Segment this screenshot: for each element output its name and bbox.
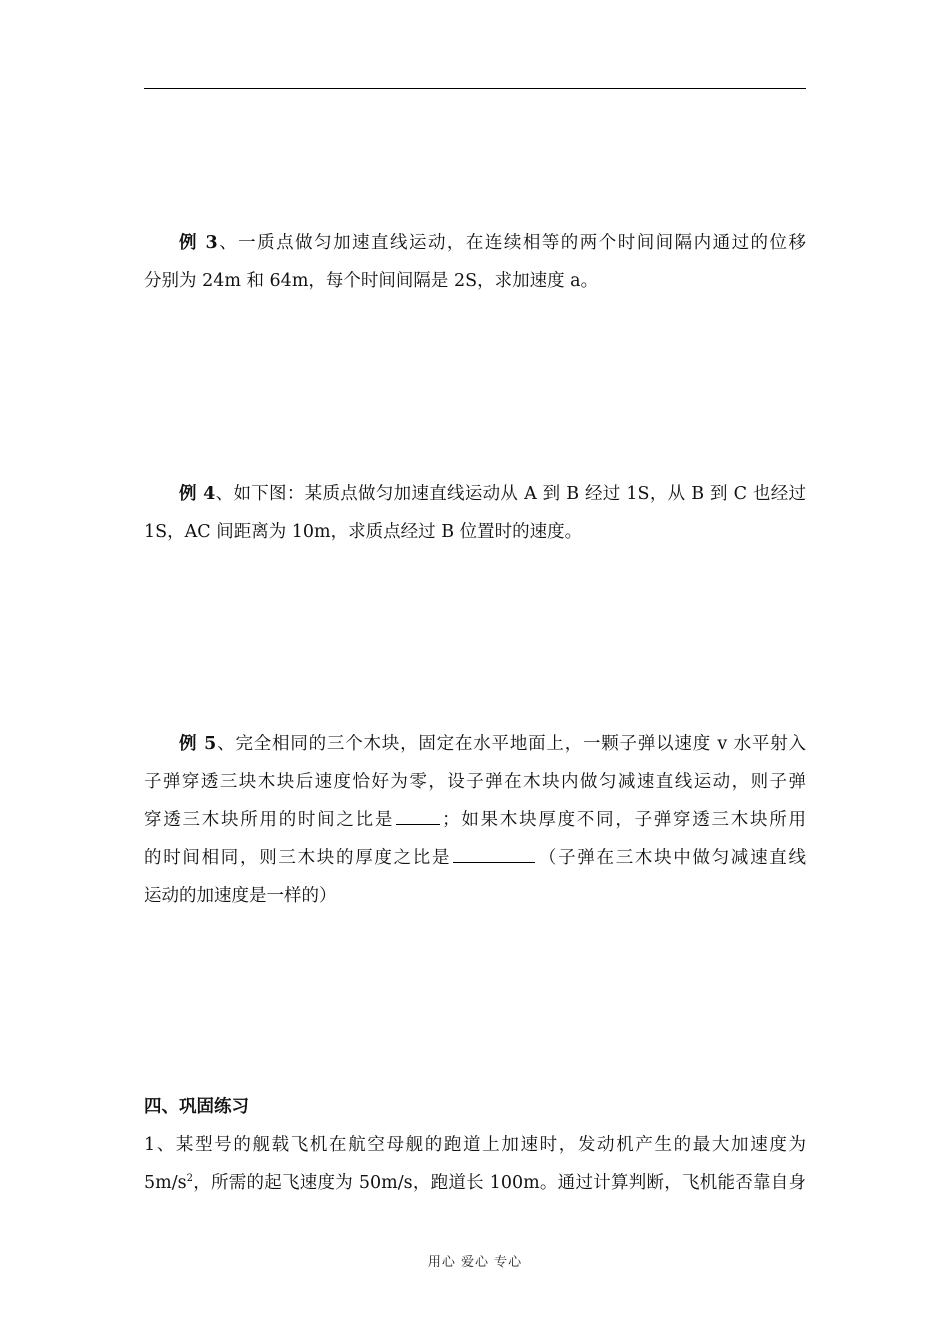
question-1-line-2 xyxy=(144,1164,806,1202)
example-5-text-1: 、完全相同的三个木块，固定在水平地面上，一颗子弹以速度 v 水平射入 xyxy=(216,734,806,754)
example-5-text-4b: （子弹在三木块中做匀减速直线 xyxy=(537,848,807,868)
page-footer: 用心 爱心 专心 xyxy=(427,1255,523,1270)
example-3-line-1 xyxy=(144,224,806,262)
answer-blank-time-ratio[interactable] xyxy=(396,804,440,825)
example-5-line-1 xyxy=(144,725,806,763)
example-5 xyxy=(144,725,806,915)
example-5-line-4 xyxy=(144,839,806,877)
example-5-line-2: 子弹穿透三块木块后速度恰好为零，设子弹在木块内做匀减速直线运动，则子弹 xyxy=(144,772,806,792)
question-1-text-2a: 5m/s xyxy=(144,1173,187,1193)
example-4-label: 例 4 xyxy=(179,484,216,504)
answer-blank-thickness-ratio[interactable] xyxy=(453,842,535,863)
example-5-text-4a: 的时间相同，则三木块的厚度之比是 xyxy=(144,848,452,868)
example-3-text-1: 、一质点做匀加速直线运动，在连续相等的两个时间间隔内通过的位移 xyxy=(217,233,806,253)
example-4-line-2: 1S，AC 间距离为 10m，求质点经过 B 位置时的速度。 xyxy=(144,522,583,542)
section-4 xyxy=(144,1088,806,1202)
example-4 xyxy=(144,475,806,551)
question-1-line-1: 1、某型号的舰载飞机在航空母舰的跑道上加速时，发动机产生的最大加速度为 xyxy=(144,1135,806,1155)
section-4-heading: 四、巩固练习 xyxy=(144,1097,249,1117)
example-3-line-2: 分别为 24m 和 64m，每个时间间隔是 2S，求加速度 a。 xyxy=(144,271,599,291)
example-4-line-1 xyxy=(144,475,806,513)
question-1-superscript: 2 xyxy=(186,1173,193,1184)
example-5-text-3a: 穿透三木块所用的时间之比是 xyxy=(144,810,395,830)
example-5-text-3b: ；如果木块厚度不同，子弹穿透三木块所用 xyxy=(442,810,807,830)
example-3 xyxy=(144,224,806,300)
example-5-line-5: 运动的加速度是一样的） xyxy=(144,886,337,906)
example-3-label: 例 3 xyxy=(179,233,218,253)
example-5-label: 例 5 xyxy=(179,734,217,754)
example-5-line-3 xyxy=(144,801,806,839)
question-1-text-2b: ，所需的起飞速度为 50m/s，跑道长 100m。通过计算判断，飞机能否靠自身 xyxy=(192,1173,806,1193)
header-rule xyxy=(144,88,806,89)
example-4-text-1: 、如下图：某质点做匀加速直线运动从 A 到 B 经过 1S，从 B 到 C 也经过 xyxy=(215,484,806,504)
